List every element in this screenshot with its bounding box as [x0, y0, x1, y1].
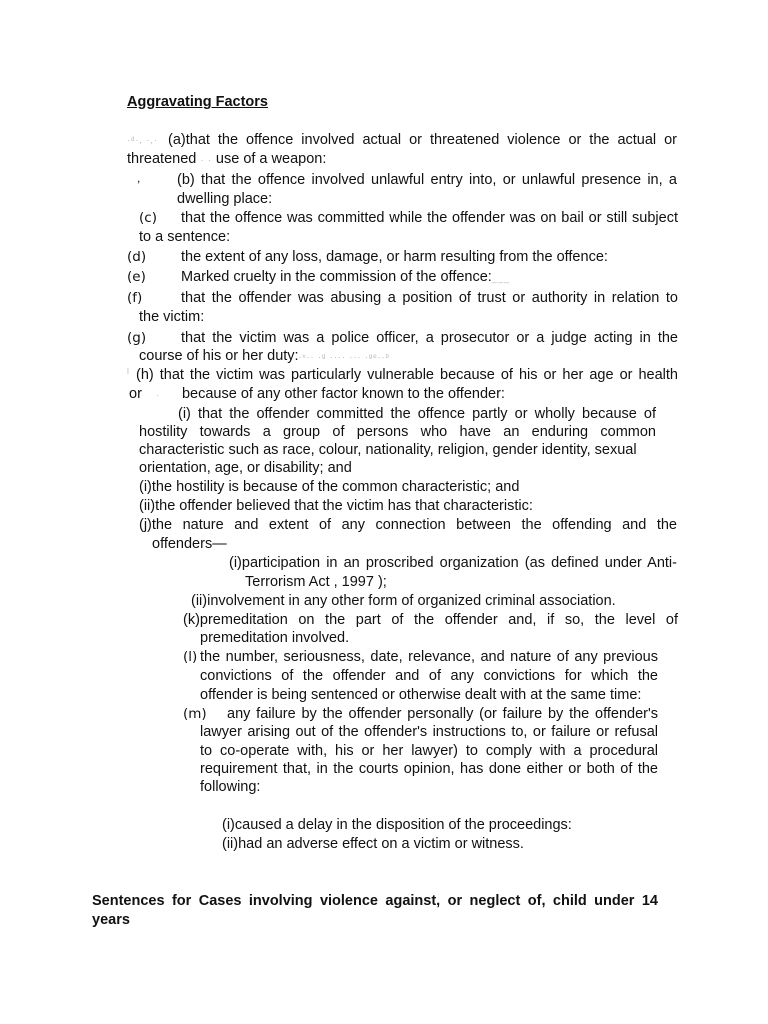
- item-h-line-1: (h) that the victim was particularly vulnerable because of his or her age or health: [136, 367, 678, 383]
- item-m-marker: (m): [183, 706, 207, 722]
- handwritten-mark: ___: [491, 273, 510, 283]
- item-l-marker: (l): [183, 649, 198, 665]
- item-a-text: threatened: [127, 151, 197, 167]
- item-d-marker: (d): [127, 249, 147, 265]
- item-h-line-2: [129, 385, 505, 405]
- item-a-line-1: (a)that the offence involved actual or threatened violence or the actual or: [168, 132, 677, 148]
- item-c-marker: (c): [139, 210, 157, 226]
- handwritten-mark: ,: [137, 171, 141, 185]
- item-a-line-2: [127, 150, 326, 170]
- item-i-line-1: (i) that the offender committed the offence partly or wholly because of: [178, 406, 656, 422]
- item-j-line-1: (j)the nature and extent of any connection between the offending and the: [139, 517, 677, 533]
- item-l-line-1: the number, seriousness, date, relevance, and nature of any previous: [200, 649, 658, 665]
- handwritten-mark: ·ᵈ·, ·,·: [127, 135, 158, 145]
- section-heading-line-1: Sentences for Cases involving violence against, or neglect of, child under 14: [92, 893, 658, 909]
- item-m-sub-i: (i)caused a delay in the disposition of the proceedings:: [222, 817, 572, 833]
- item-j-line-2: offenders—: [152, 536, 227, 552]
- handwritten-mark: ˡ: [127, 366, 130, 380]
- handwritten-mark: ·: [155, 390, 160, 400]
- item-h-text: or: [129, 386, 142, 402]
- item-i-line-4: orientation, age, or disability; and: [139, 460, 352, 476]
- item-b-line-2: dwelling place:: [177, 191, 273, 207]
- item-d-line-1: the extent of any loss, damage, or harm resulting from the offence:: [181, 249, 608, 265]
- item-c-line-2: to a sentence:: [139, 229, 231, 245]
- item-e-line-1: [181, 268, 510, 288]
- item-e-marker: (e): [127, 269, 146, 285]
- item-m-line-2: lawyer arising out of the offender's instructions to, or failure or refusal: [200, 724, 658, 740]
- item-m-line-3: to co-operate with, his or her lawyer) to comply with a procedural: [200, 743, 658, 759]
- item-m-line-4: requirement that, in the courts opinion, has done either or both of the: [200, 761, 658, 777]
- handwritten-mark: · ·: [200, 155, 212, 165]
- item-b-line-1: (b) that the offence involved unlawful entry into, or unlawful presence in, a: [177, 172, 677, 188]
- item-e-text: Marked cruelty in the commission of the offence:: [181, 269, 492, 285]
- item-f-line-1: that the offender was abusing a position of trust or authority in relation to: [181, 290, 678, 306]
- item-i-line-6: (ii)the offender believed that the victim has that characteristic:: [139, 498, 533, 514]
- heading-aggravating-factors: Aggravating Factors: [127, 94, 268, 110]
- item-j-line-4: Terrorism Act , 1997 );: [245, 574, 387, 590]
- item-l-line-3: offender is being sentenced or otherwise dealt with at the same time:: [200, 687, 642, 703]
- item-k-line-1: (k)premeditation on the part of the offender and, if so, the level of: [183, 612, 678, 628]
- item-g-line-2: [139, 347, 390, 367]
- item-i-line-2: hostility towards a group of persons who have an enduring common: [139, 424, 656, 440]
- item-m-line-5: following:: [200, 779, 261, 795]
- item-c-line-1: that the offence was committed while the offender was on bail or still subject: [181, 210, 678, 226]
- item-m-sub-ii: (ii)had an adverse effect on a victim or witness.: [222, 836, 524, 852]
- item-k-line-2: premeditation involved.: [200, 630, 350, 646]
- item-j-line-5: (ii)involvement in any other form of organized criminal association.: [191, 593, 616, 609]
- item-g-marker: (g): [127, 330, 147, 346]
- item-f-line-2: the victim:: [139, 309, 205, 325]
- item-g-line-1: that the victim was a police officer, a prosecutor or a judge acting in the: [181, 330, 678, 346]
- item-m-line-1: any failure by the offender personally (or failure by the offender's: [227, 706, 658, 722]
- item-i-line-5: (i)the hostility is because of the common characteristic; and: [139, 479, 520, 495]
- handwritten-mark: ·ᵛ·· ·ᵍ ···· ··· ·ᵍᵉ··ᵇ: [298, 352, 390, 362]
- item-g-text: course of his or her duty:: [139, 348, 299, 364]
- item-h-text: because of any other factor known to the offender:: [181, 386, 505, 402]
- item-j-line-3: (i)participation in an proscribed organization (as defined under Anti-: [229, 555, 677, 571]
- section-heading-line-2: years: [92, 912, 130, 928]
- item-i-line-3: characteristic such as race, colour, nationality, religion, gender identity, sexual: [139, 442, 637, 458]
- item-a-text: use of a weapon:: [215, 151, 327, 167]
- item-l-line-2: convictions of the offender and of any convictions for which the: [200, 668, 658, 684]
- item-f-marker: (f): [127, 290, 143, 306]
